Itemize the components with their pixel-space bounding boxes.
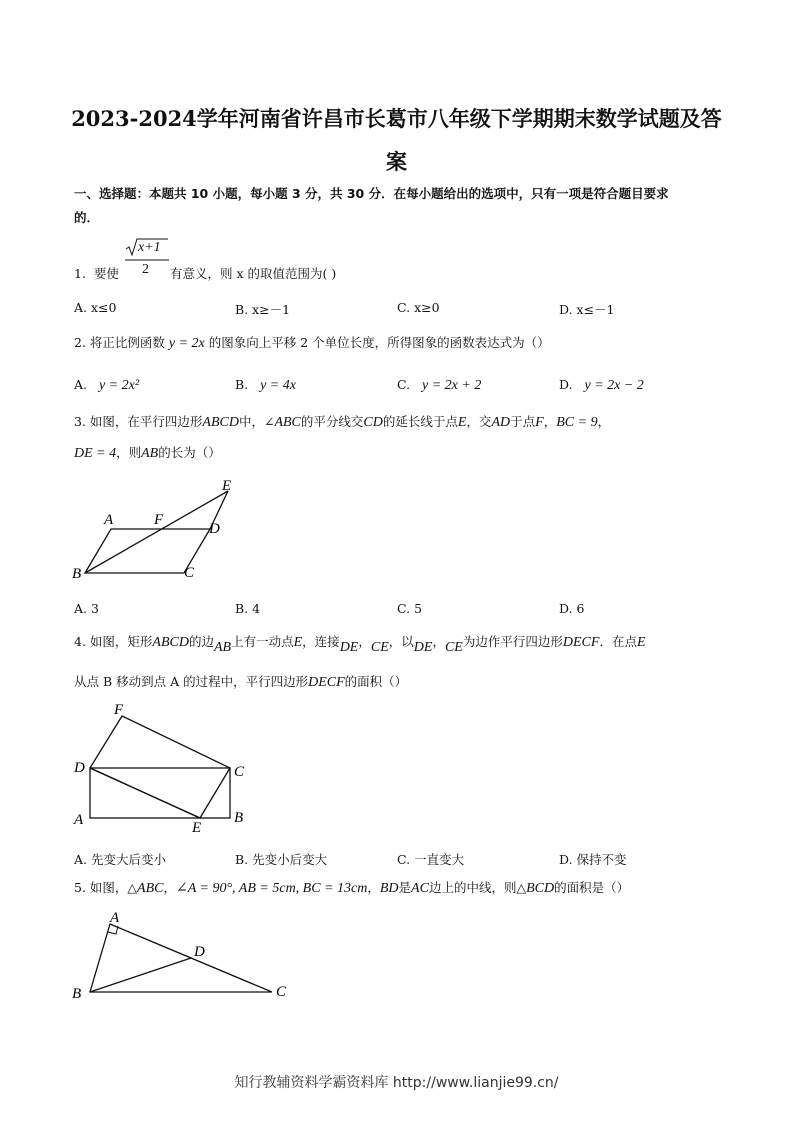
q4-ce: CE — [370, 640, 389, 655]
q1-sqrt-expr: x+1 — [138, 240, 161, 255]
q3-label-a: A — [104, 512, 114, 528]
q4-text: 4. 如图，矩形 — [74, 634, 153, 649]
q4-stem-line2 — [74, 674, 407, 691]
q3-bisector-line — [85, 491, 228, 573]
q3-de-eq: DE = 4 — [74, 446, 117, 461]
section-header: 一、选择题：本题共 10 小题，每小题 3 分，共 30 分．在每小题给出的选项中，只有一项是符合题目要求 — [74, 186, 669, 201]
q2-option-a[interactable] — [74, 377, 139, 394]
q2-option-c-expr: y = 2x + 2 — [422, 378, 482, 393]
q3-ab: AB — [141, 446, 159, 461]
q1-option-b[interactable]: B. x≥－1 — [235, 302, 291, 317]
q5-label-a: A — [110, 910, 120, 926]
q5-text: 是 — [398, 880, 412, 895]
q3-text: 的长为（） — [158, 445, 221, 460]
q4-option-b[interactable]: B. 先变小后变大 — [235, 852, 328, 867]
q3-text: ，则 — [116, 445, 142, 460]
q3-option-a[interactable]: A. 3 — [74, 601, 99, 616]
q3-ad: AD — [491, 415, 511, 430]
q5-abc: ABC — [137, 881, 164, 896]
q3-e: E — [457, 415, 467, 430]
q4-rectangle — [90, 768, 230, 818]
q3-text: 于点 — [510, 414, 536, 429]
q3-figure — [66, 476, 246, 586]
q2-option-c-label: C. — [397, 377, 411, 392]
q5-text: 5. 如图，△ — [74, 880, 138, 895]
q5-label-b: B — [72, 986, 82, 1002]
q3-abc: ABC — [274, 415, 301, 430]
q4-decf: DECF — [308, 675, 345, 690]
q2-option-b-label: B. — [235, 377, 249, 392]
q3-text: 的平分线交 — [300, 414, 364, 429]
q1-option-c[interactable]: C. x≥0 — [397, 300, 440, 315]
q4-decf: DECF — [562, 635, 600, 650]
q5-median-bd — [90, 958, 191, 992]
section-header-continued: 的． — [74, 210, 100, 225]
q3-label-f: F — [154, 512, 164, 528]
q3-abcd: ABCD — [202, 415, 239, 430]
q3-label-c: C — [184, 565, 195, 581]
q3-text: 的延长线于点 — [382, 414, 458, 429]
q4-text: 为边作平行四边形 — [462, 634, 563, 649]
q4-text: 的面积（） — [344, 674, 408, 689]
q4-label-a: A — [74, 812, 84, 828]
q3-option-d[interactable]: D. 6 — [559, 601, 585, 616]
q5-label-d: D — [194, 944, 205, 960]
q2-option-a-label: A. — [74, 377, 88, 392]
q3-text: 中，∠ — [238, 414, 275, 429]
q3-label-d: D — [209, 521, 220, 537]
q1-post: 有意义，则 x 的取值范围为( ) — [170, 266, 337, 281]
q4-line-de — [90, 768, 200, 818]
q5-condition: ∠A = 90°, AB = 5cm, BC = 13cm — [175, 881, 368, 896]
q4-label-f: F — [114, 702, 124, 718]
q4-ce: CE — [444, 640, 463, 655]
q2-option-d[interactable] — [559, 377, 644, 394]
q3-text: ， — [543, 414, 557, 429]
q4-e: E — [293, 635, 303, 650]
q5-ac: AC — [411, 881, 429, 896]
q1-number-and-lead — [74, 266, 119, 282]
q3-stem-line1 — [74, 414, 610, 431]
q2-option-b-expr: y = 4x — [260, 378, 296, 393]
q1-option-a[interactable]: A. x≤0 — [74, 300, 117, 315]
q4-text: 的边 — [188, 634, 214, 649]
q4-label-c: C — [234, 764, 245, 780]
q1-option-d[interactable]: D. x≤－1 — [559, 302, 615, 317]
q2-text-pre: 2. 将正比例函数 — [74, 335, 165, 350]
q1-number: 1. — [74, 266, 86, 281]
q4-text: ， — [358, 634, 371, 649]
q4-de: DE — [413, 640, 433, 655]
q4-de: DE — [339, 640, 359, 655]
q5-text: ， — [367, 880, 380, 895]
q3-stem-line2 — [74, 445, 221, 462]
q4-abcd: ABCD — [152, 635, 189, 650]
q5-stem — [74, 880, 629, 897]
q2-option-d-expr: y = 2x − 2 — [584, 378, 644, 393]
q3-text: ，交 — [466, 414, 492, 429]
q3-text: ， — [597, 414, 611, 429]
q4-text: ，连接 — [302, 634, 340, 649]
q2-option-b[interactable] — [235, 377, 296, 394]
q4-text: 上有一动点 — [231, 634, 294, 649]
q4-label-e: E — [192, 820, 202, 836]
q1-fraction — [124, 238, 168, 290]
q4-text: ．在点 — [599, 634, 637, 649]
q4-figure — [66, 700, 266, 840]
q5-label-c: C — [276, 984, 287, 1000]
q4-option-d[interactable]: D. 保持不变 — [559, 852, 627, 867]
q2-option-c[interactable] — [397, 377, 481, 394]
q5-bcd: BCD — [526, 881, 555, 896]
q4-option-a[interactable]: A. 先变大后变小 — [74, 852, 166, 867]
q5-figure — [66, 906, 306, 1006]
q5-bd: BD — [379, 881, 399, 896]
q4-text: ，以 — [388, 634, 414, 649]
q3-label-b: B — [72, 566, 82, 582]
q4-stem-line1 — [74, 634, 646, 655]
q2-stem — [74, 335, 550, 352]
q3-cd: CD — [363, 415, 383, 430]
q3-bc-eq: BC = 9 — [556, 415, 598, 430]
q3-text: 3. 如图，在平行四边形 — [74, 414, 203, 429]
q1-pre: 要使 — [93, 266, 119, 281]
q2-option-d-label: D. — [559, 377, 573, 392]
q4-text: 从点 B 移动到点 A 的过程中，平行四边形 — [74, 674, 309, 689]
q2-expr: y = 2x — [168, 336, 205, 351]
q4-label-b: B — [234, 810, 244, 826]
q2-option-a-expr: y = 2x² — [98, 378, 140, 393]
q1-denominator: 2 — [142, 262, 149, 277]
q4-parallelogram — [90, 716, 230, 818]
q3-f: F — [535, 415, 544, 430]
q4-ab: AB — [213, 640, 232, 655]
q3-option-b[interactable]: B. 4 — [235, 601, 261, 616]
q4-text: ， — [432, 634, 445, 649]
page-title-continued: 案 — [386, 149, 407, 174]
q5-triangle — [90, 924, 272, 992]
q5-text: 边上的中线，则△ — [428, 880, 527, 895]
footer-watermark: 知行教辅资料学霸资料库 http://www.lianjie99.cn/ — [234, 1075, 559, 1091]
q3-label-e: E — [222, 478, 232, 494]
q4-option-c[interactable]: C. 一直变大 — [397, 852, 465, 867]
q2-text-post: 的图象向上平移 2 个单位长度，所得图象的函数表达式为（） — [208, 335, 550, 350]
q5-text: 的面积是（） — [554, 880, 630, 895]
q3-option-c[interactable]: C. 5 — [397, 601, 423, 616]
q4-label-d: D — [74, 760, 85, 776]
page-title: 2023-2024学年河南省许昌市长葛市八年级下学期期末数学试题及答 — [71, 106, 722, 131]
q4-e: E — [636, 635, 646, 650]
q5-text: ， — [163, 880, 176, 895]
